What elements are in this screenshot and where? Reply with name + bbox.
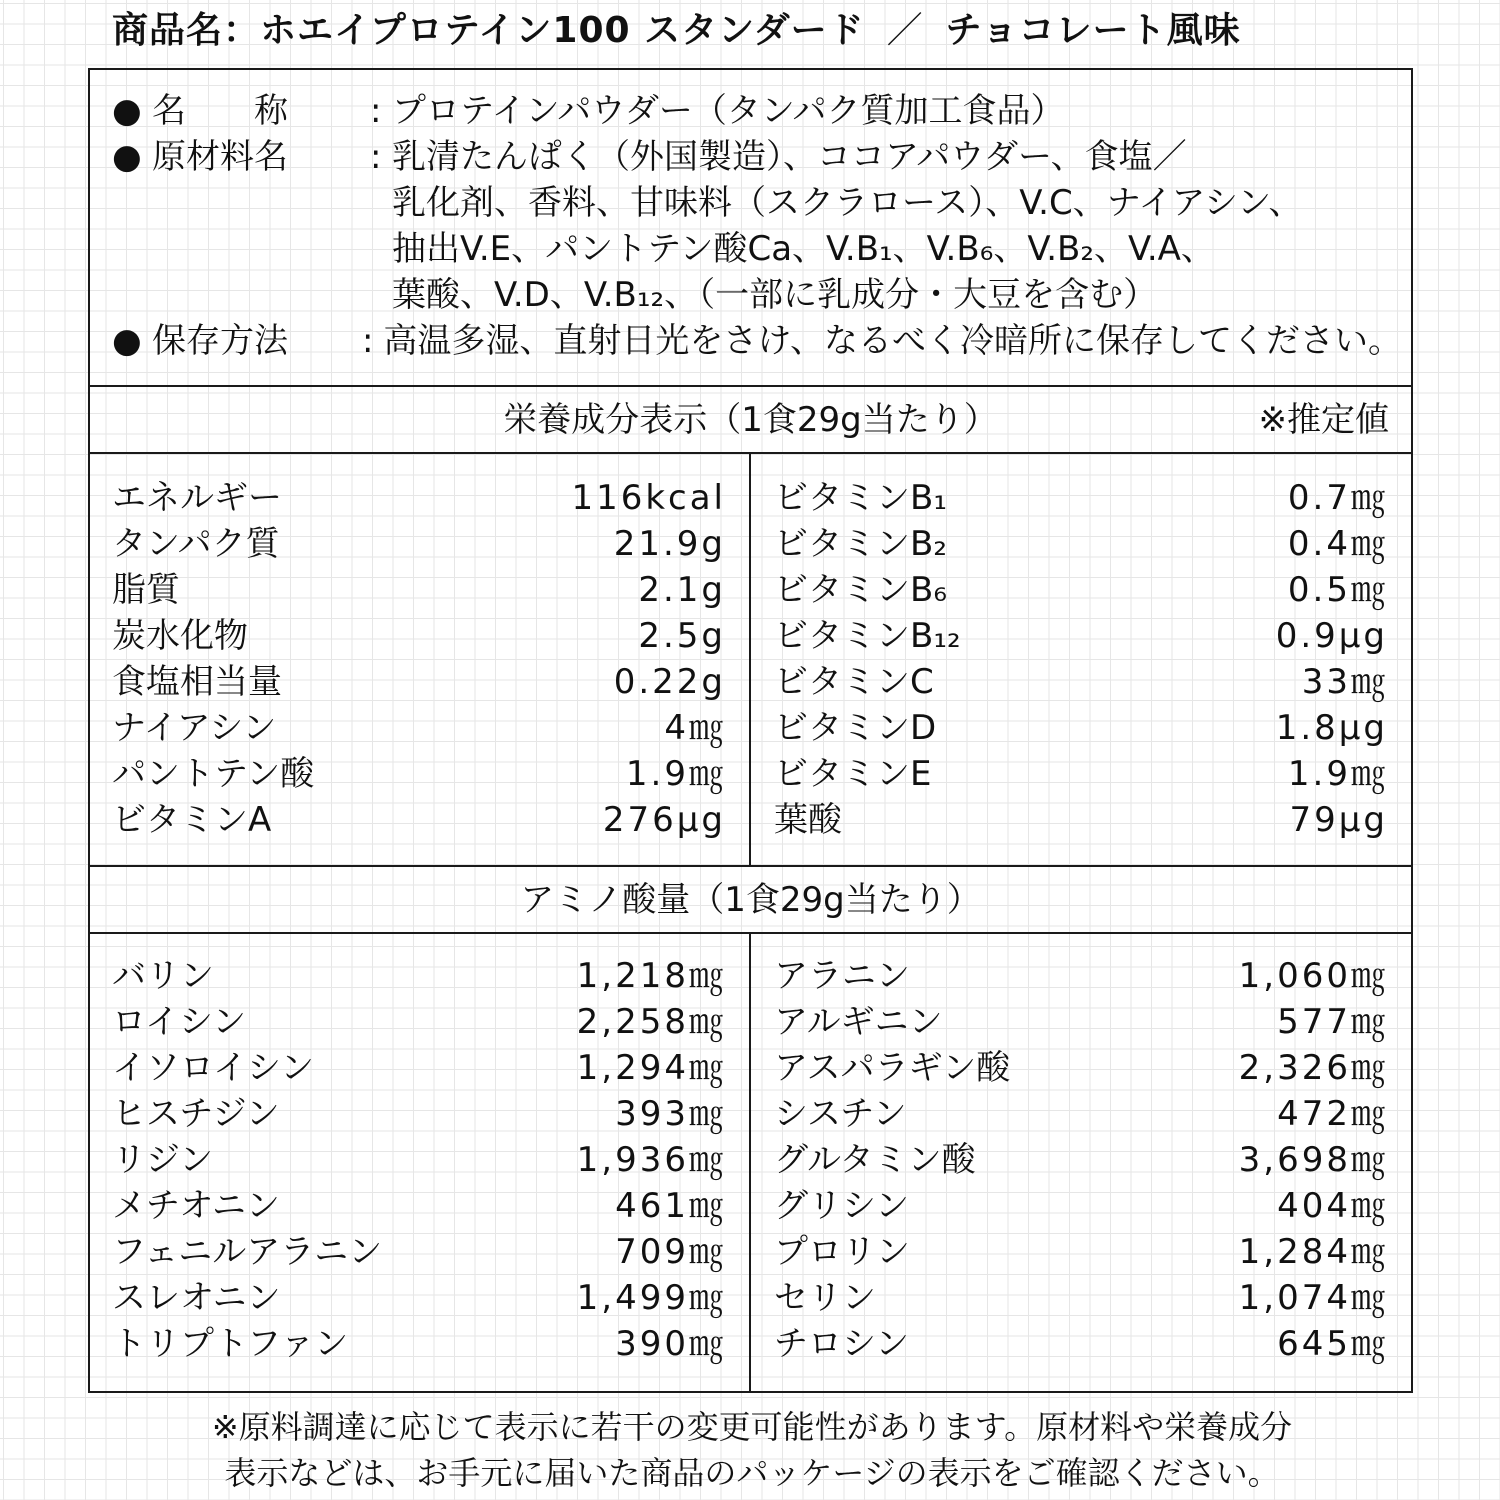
amino-value: 1,499㎎: [576, 1278, 726, 1318]
amino-name: アラニン: [774, 956, 910, 996]
amino-row: [774, 1045, 1388, 1091]
nutrient-name: ビタミンB₁: [774, 478, 947, 518]
info-label: 原材料名: [152, 137, 288, 177]
nutrient-name: 炭水化物: [112, 616, 248, 656]
nutrient-name: ビタミンE: [774, 754, 932, 794]
nutrient-row: [774, 475, 1388, 521]
amino-name: アスパラギン酸: [774, 1048, 1011, 1088]
info-value: 乳化剤、香料、甘味料（スクラロース）、V.C、ナイアシン、: [392, 183, 1303, 223]
amino-left-column: [112, 953, 726, 1367]
nutrient-name: ビタミンB₂: [774, 524, 947, 564]
nutrient-row: [112, 613, 726, 659]
nutrition-right-column: [774, 475, 1388, 843]
estimate-note: ※推定値: [1258, 400, 1389, 440]
nutrient-name: ビタミンC: [774, 662, 934, 702]
info-value: 葉酸、V.D、V.B₁₂、（一部に乳成分・大豆を含む）: [392, 275, 1158, 315]
nutrient-value: 0.7㎎: [1287, 478, 1388, 518]
nutrient-name: エネルギー: [112, 478, 282, 518]
title-separator: ／: [886, 10, 924, 51]
nutrient-name: パントテン酸: [112, 754, 315, 794]
nutrient-value: 0.5㎎: [1287, 570, 1388, 610]
nutrient-value: 21.9g: [613, 524, 726, 564]
amino-name: アルギニン: [774, 1002, 943, 1042]
nutrient-value: 0.9μg: [1275, 616, 1388, 656]
product-title: [112, 6, 1402, 56]
amino-name: セリン: [774, 1278, 876, 1318]
amino-value: 1,936㎎: [576, 1140, 726, 1180]
nutrient-value: 116kcal: [571, 478, 726, 518]
nutrient-value: 0.4㎎: [1287, 524, 1388, 564]
disclaimer: [92, 1404, 1412, 1496]
nutrient-name: ナイアシン: [112, 708, 277, 748]
amino-name: グルタミン酸: [774, 1140, 976, 1180]
amino-heading: アミノ酸量（1食29g当たり）: [520, 880, 981, 920]
amino-value: 709㎎: [615, 1232, 726, 1272]
amino-value: 577㎎: [1277, 1002, 1388, 1042]
product-info: [112, 88, 1402, 364]
nutrient-value: 1.8μg: [1275, 708, 1388, 748]
nutrient-name: ビタミンB₁₂: [774, 616, 961, 656]
nutrient-value: 1.9㎎: [625, 754, 726, 794]
amino-name: イソロイシン: [112, 1048, 315, 1088]
amino-row: [112, 953, 726, 999]
nutrition-heading: 栄養成分表示（1食29g当たり）: [503, 400, 998, 440]
column-divider: [749, 934, 751, 1391]
amino-row: [774, 1275, 1388, 1321]
bullet-icon: ●: [112, 321, 142, 361]
info-row-name: [112, 88, 1402, 134]
amino-row: [774, 1137, 1388, 1183]
amino-value: 1,294㎎: [576, 1048, 726, 1088]
nutrient-value: 2.1g: [638, 570, 726, 610]
nutrition-heading-row: [90, 387, 1411, 453]
nutrient-row: [774, 567, 1388, 613]
amino-value: 390㎎: [615, 1324, 726, 1364]
nutrient-row: [774, 613, 1388, 659]
nutrient-value: 276μg: [602, 800, 726, 840]
info-row-storage: [112, 318, 1402, 364]
disclaimer-line: 表示などは、お手元に届いた商品のパッケージの表示をご確認ください。: [224, 1454, 1280, 1492]
nutrient-value: 4㎎: [664, 708, 726, 748]
bullet-icon: ●: [112, 137, 142, 177]
nutrient-name: ビタミンA: [112, 800, 272, 840]
nutrient-name: 脂質: [112, 570, 180, 610]
bullet-icon: ●: [112, 91, 142, 131]
amino-name: バリン: [112, 956, 214, 996]
info-row-ingredients: [112, 134, 1402, 318]
info-label: 保存方法: [152, 321, 288, 361]
amino-row: [112, 1321, 726, 1367]
amino-heading-row: [90, 867, 1411, 933]
amino-name: リジン: [112, 1140, 214, 1180]
nutrient-row: [774, 659, 1388, 705]
nutrient-name: 葉酸: [774, 800, 842, 840]
amino-row: [112, 1183, 726, 1229]
amino-value: 2,326㎎: [1238, 1048, 1388, 1088]
nutrient-row: [112, 659, 726, 705]
amino-row: [774, 1229, 1388, 1275]
amino-value: 645㎎: [1277, 1324, 1388, 1364]
colon: :: [370, 91, 382, 131]
nutrient-name: 食塩相当量: [112, 662, 282, 702]
amino-name: メチオニン: [112, 1186, 280, 1226]
info-value: 抽出V.E、パントテン酸Ca、V.B₁、V.B₆、V.B₂、V.A、: [392, 229, 1215, 269]
amino-value: 404㎎: [1277, 1186, 1388, 1226]
amino-row: [774, 953, 1388, 999]
product-name: 商品名：ホエイプロテイン100 スタンダード: [112, 10, 865, 51]
nutrient-value: 1.9㎎: [1287, 754, 1388, 794]
nutrient-row: [112, 521, 726, 567]
nutrient-value: 79μg: [1289, 800, 1388, 840]
nutrient-value: 2.5g: [638, 616, 726, 656]
nutrient-row: [112, 751, 726, 797]
disclaimer-line: ※原料調達に応じて表示に若干の変更可能性があります。原材料や栄養成分: [211, 1408, 1293, 1446]
amino-name: シスチン: [774, 1094, 907, 1134]
amino-row: [112, 1275, 726, 1321]
amino-row: [774, 1321, 1388, 1367]
nutrient-value: 33㎎: [1301, 662, 1388, 702]
info-value: 高温多湿、直射日光をさけ、なるべく冷暗所に保存してください。: [383, 321, 1402, 361]
nutrient-name: ビタミンD: [774, 708, 937, 748]
amino-name: グリシン: [774, 1186, 910, 1226]
nutrition-left-column: [112, 475, 726, 843]
amino-row: [774, 1183, 1388, 1229]
nutrient-row: [112, 705, 726, 751]
nutrient-row: [774, 797, 1388, 843]
amino-row: [112, 999, 726, 1045]
colon: :: [362, 321, 374, 361]
nutrient-name: タンパク質: [112, 524, 280, 564]
amino-row: [112, 1045, 726, 1091]
amino-value: 1,060㎎: [1238, 956, 1388, 996]
nutrient-value: 0.22g: [613, 662, 726, 702]
amino-row: [112, 1137, 726, 1183]
amino-row: [112, 1229, 726, 1275]
nutrient-name: ビタミンB₆: [774, 570, 947, 610]
amino-row: [774, 999, 1388, 1045]
colon: :: [370, 137, 382, 177]
column-divider: [749, 454, 751, 865]
amino-name: スレオニン: [112, 1278, 281, 1318]
amino-name: プロリン: [774, 1232, 910, 1272]
nutrient-row: [774, 521, 1388, 567]
amino-value: 472㎎: [1277, 1094, 1388, 1134]
nutrient-row: [774, 705, 1388, 751]
amino-name: チロシン: [774, 1324, 910, 1364]
amino-value: 1,284㎎: [1238, 1232, 1388, 1272]
info-label: 名 称: [152, 91, 288, 131]
amino-row: [112, 1091, 726, 1137]
info-value: プロテインパウダー（タンパク質加工食品）: [392, 91, 1065, 131]
amino-value: 2,258㎎: [576, 1002, 726, 1042]
amino-name: フェニルアラニン: [112, 1232, 383, 1272]
info-value: 乳清たんぱく（外国製造）、ココアパウダー、食塩／: [392, 137, 1187, 177]
amino-name: ロイシン: [112, 1002, 247, 1042]
amino-value: 1,074㎎: [1238, 1278, 1388, 1318]
amino-name: トリプトファン: [112, 1324, 349, 1364]
amino-value: 1,218㎎: [576, 956, 726, 996]
nutrient-row: [774, 751, 1388, 797]
nutrient-row: [112, 567, 726, 613]
label-table: [88, 68, 1413, 1393]
flavor-name: チョコレート風味: [945, 10, 1241, 51]
amino-name: ヒスチジン: [112, 1094, 280, 1134]
amino-value: 461㎎: [615, 1186, 726, 1226]
amino-value: 393㎎: [615, 1094, 726, 1134]
nutrient-row: [112, 797, 726, 843]
amino-right-column: [774, 953, 1388, 1367]
amino-value: 3,698㎎: [1238, 1140, 1388, 1180]
amino-row: [774, 1091, 1388, 1137]
nutrient-row: [112, 475, 726, 521]
